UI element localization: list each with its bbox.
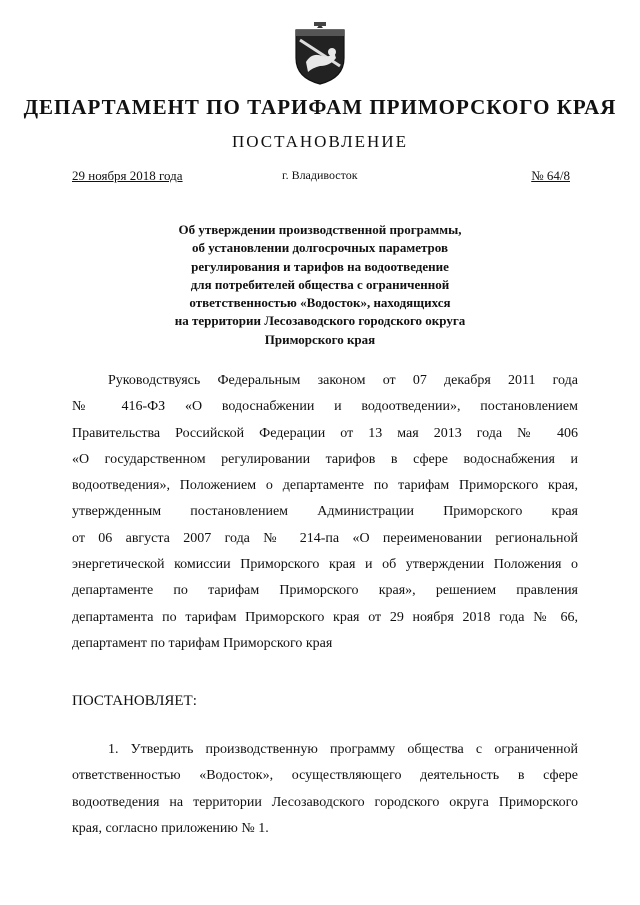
preamble-line: водоотведения», Положением о департаменте по тарифам Приморского края, (72, 478, 578, 494)
document-date: 29 ноября 2018 года (72, 168, 183, 183)
document-city: г. Владивосток (282, 168, 358, 182)
preamble-line: энергетической комиссии Приморского края и об утверждении Положения о (72, 557, 578, 573)
preamble-line: департаменте по тарифам Приморского края», решением правления (72, 583, 578, 599)
preamble-line: департамент по тарифам Приморского края (72, 635, 333, 651)
subject-line: на территории Лесозаводского городского округа (174, 313, 466, 329)
item-1-line: 1. Утвердить производственную программу общества с ограниченной (108, 742, 578, 757)
coat-of-arms-icon (290, 22, 350, 86)
preamble-line: Руководствуясь Федеральным законом от 07 декабря 2011 года (108, 373, 578, 388)
decree-word: ПОСТАНОВЛЯЕТ: (72, 693, 197, 709)
document-type: ПОСТАНОВЛЕНИЕ (231, 132, 408, 151)
subject-line: ответственностью «Водосток», находящихся (189, 295, 451, 311)
preamble-line: департамента по тарифам Приморского края от 29 ноября 2018 года № 66, (72, 609, 578, 625)
item-1-line: ответственностью «Водосток», осуществляющего деятельность в сфере (72, 768, 578, 784)
subject-line: для потребителей общества с ограниченной (190, 276, 450, 292)
preamble-paragraph (72, 368, 578, 657)
preamble-line: утвержденным постановлением Администрации Приморского края (72, 504, 578, 520)
document-number: № 64/8 (531, 168, 570, 183)
preamble-line: Правительства Российской Федерации от 13 мая 2013 года № 406 (72, 425, 578, 441)
subject-line: Приморского края (264, 331, 376, 347)
preamble-line: № 416-ФЗ «О водоснабжении и водоотведении», постановлением (72, 399, 578, 415)
document-meta-row (72, 168, 570, 188)
subject-line: об установлении долгосрочных параметров (192, 240, 448, 256)
subject-line: Об утверждении производственной программы, (178, 222, 462, 237)
document-subject (100, 221, 540, 349)
item-1-line: края, согласно приложению № 1. (72, 820, 269, 836)
preamble-line: от 06 августа 2007 года № 214-па «О переименовании региональной (72, 530, 578, 546)
item-1-line: водоотведения на территории Лесозаводского городского округа Приморского (72, 794, 578, 810)
subject-line: регулирования и тарифов на водоотведение (191, 258, 449, 274)
preamble-line: «О государственном регулировании тарифов в сфере водоснабжения и (72, 451, 578, 467)
item-1-paragraph (72, 737, 578, 842)
department-title: ДЕПАРТАМЕНТ ПО ТАРИФАМ ПРИМОРСКОГО КРАЯ (23, 95, 617, 119)
